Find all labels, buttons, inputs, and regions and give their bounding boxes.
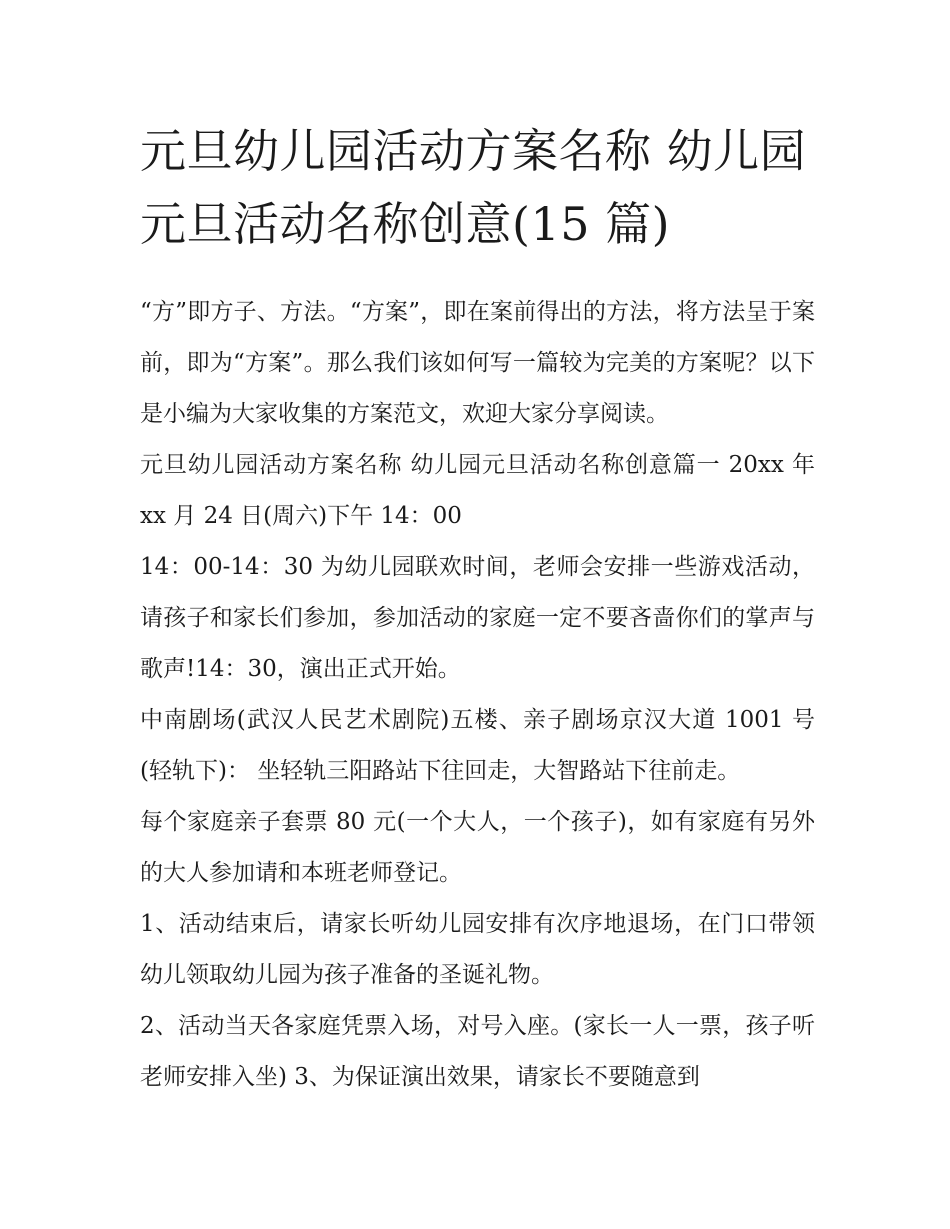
paragraph-tickets: 每个家庭亲子套票 80 元(一个大人，一个孩子)，如有家庭有另外的大人参加请和本班老师登记。 (140, 809, 815, 886)
document-body (140, 287, 815, 1103)
paragraph-rule-1: 1、活动结束后，请家长听幼儿园安排有次序地退场，在门口带领幼儿领取幼儿园为孩子准备的圣诞礼物。 (140, 911, 815, 988)
paragraph-date: 元旦幼儿园活动方案名称 幼儿园元旦活动名称创意篇一 20xx 年 xx 月 24 日(周六)下午 14：00 (140, 452, 815, 529)
document-title: 元旦幼儿园活动方案名称 幼儿园元旦活动名称创意(15 篇) (140, 124, 807, 251)
paragraph-intro: “方”即方子、方法。“方案”，即在案前得出的方法，将方法呈于案前，即为“方案”。那么我们该如何写一篇较为完美的方案呢？以下是小编为大家收集的方案范文，欢迎大家分享阅读。 (140, 299, 815, 427)
paragraph-schedule: 14：00-14：30 为幼儿园联欢时间，老师会安排一些游戏活动，请孩子和家长们参加，参加活动的家庭一定不要吝啬你们的掌声与歌声!14：30，演出正式开始。 (140, 554, 815, 682)
document-page (140, 115, 815, 1103)
paragraph-rule-2: 2、活动当天各家庭凭票入场，对号入座。(家长一人一票，孩子听老师安排入坐) 3、为保证演出效果，请家长不要随意到 (140, 1013, 815, 1090)
paragraph-location: 中南剧场(武汉人民艺术剧院)五楼、亲子剧场京汉大道 1001 号(轻轨下)： 坐轻轨三阳路站下往回走，大智路站下往前走。 (140, 707, 815, 784)
